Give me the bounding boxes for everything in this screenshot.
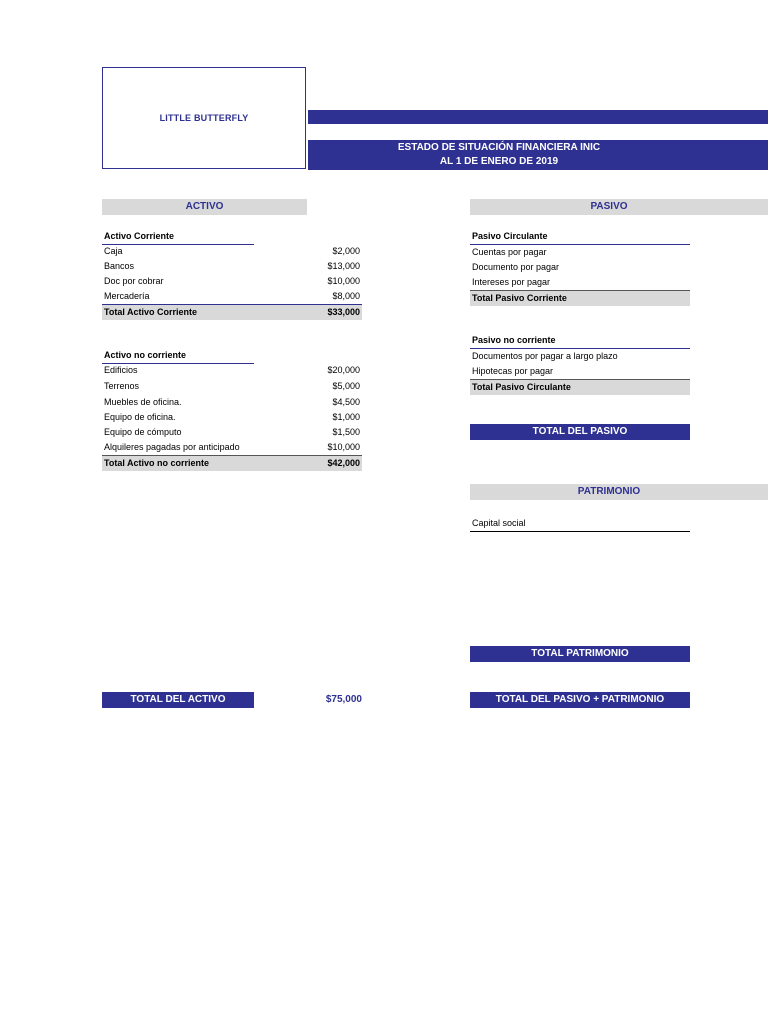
row-label: Capital social: [472, 518, 526, 528]
row-value: $13,000: [327, 261, 360, 271]
table-row: [470, 364, 690, 379]
pasivo-no-corriente-total-row: [470, 379, 690, 395]
patrimonio-header-label: PATRIMONIO: [577, 486, 641, 497]
row-label: Total Pasivo Circulante: [472, 382, 571, 392]
total-activo-label: TOTAL DEL ACTIVO: [102, 692, 254, 708]
row-value: $4,500: [332, 397, 360, 407]
row-label: Total Activo Corriente: [104, 307, 198, 317]
row-label: Alquileres pagadas por anticipado: [104, 442, 240, 452]
table-row: [102, 289, 362, 304]
row-value: $10,000: [327, 276, 360, 286]
row-label: Equipo de cómputo: [104, 427, 182, 437]
table-row: [470, 260, 690, 275]
table-row: [102, 410, 362, 425]
row-value: $2,000: [332, 246, 360, 256]
row-label: Bancos: [104, 261, 135, 271]
header-bar-top: [308, 110, 768, 124]
total-pasivo-label: TOTAL DEL PASIVO: [470, 424, 690, 440]
row-label: Documentos por pagar a largo plazo: [472, 351, 618, 361]
table-row: [102, 378, 362, 394]
row-value: $20,000: [327, 365, 360, 375]
row-value: $5,000: [332, 381, 360, 391]
pasivo-header-label: PASIVO: [590, 201, 628, 212]
activo-no-corriente-total-row: [102, 455, 362, 471]
table-row: [470, 516, 690, 532]
row-label: Doc por cobrar: [104, 276, 164, 286]
pasivo-corriente-total-row: [470, 290, 690, 306]
pasivo-no-corriente-section: [470, 333, 690, 395]
activo-corriente-total-row: [102, 304, 362, 320]
row-label: Edificios: [104, 365, 138, 375]
table-row: [470, 275, 690, 290]
header-bar-title: [308, 140, 768, 170]
row-value: $1,000: [332, 412, 360, 422]
statement-title: ESTADO DE SITUACIÓN FINANCIERA INIC: [397, 142, 601, 153]
pasivo-circulante-title-row: [470, 229, 690, 245]
activo-no-corriente-title: Activo no corriente: [102, 348, 254, 364]
activo-no-corriente-title-row: [102, 348, 362, 363]
row-label: Muebles de oficina.: [104, 397, 182, 407]
row-label: Terrenos: [104, 381, 140, 391]
table-row: [470, 245, 690, 260]
table-row: [102, 425, 362, 440]
row-label: Total Pasivo Corriente: [472, 293, 567, 303]
total-patrimonio-label: TOTAL PATRIMONIO: [470, 646, 690, 662]
row-value: $42,000: [327, 458, 360, 468]
row-label: Equipo de oficina.: [104, 412, 176, 422]
activo-corriente-title-row: [102, 229, 362, 244]
table-row: [102, 259, 362, 274]
activo-no-corriente-section: [102, 348, 362, 471]
row-label: Intereses por pagar: [472, 277, 551, 287]
row-value: $8,000: [332, 291, 360, 301]
activo-corriente-section: [102, 229, 362, 320]
table-row: [102, 244, 362, 259]
total-activo-value: $75,000: [325, 694, 362, 705]
table-row: [102, 274, 362, 289]
row-label: Hipotecas por pagar: [472, 366, 554, 376]
activo-corriente-title: Activo Corriente: [102, 229, 254, 245]
pasivo-no-corriente-title-row: [470, 333, 690, 349]
row-label: Caja: [104, 246, 123, 256]
pasivo-no-corriente-title: Pasivo no corriente: [472, 335, 556, 345]
pasivo-circulante-title: Pasivo Circulante: [472, 231, 548, 241]
company-logo-box: [102, 67, 306, 169]
row-value: $33,000: [327, 307, 360, 317]
total-pasivo-patrimonio-label: TOTAL DEL PASIVO + PATRIMONIO: [470, 692, 690, 708]
table-row: [102, 363, 362, 378]
statement-date: AL 1 DE ENERO DE 2019: [439, 156, 559, 167]
table-row: [470, 349, 690, 364]
row-value: $1,500: [332, 427, 360, 437]
company-name: LITTLE BUTTERFLY: [159, 113, 249, 123]
patrimonio-header: [470, 484, 768, 500]
patrimonio-section: [470, 516, 690, 532]
row-value: $10,000: [327, 442, 360, 452]
row-label: Cuentas por pagar: [472, 247, 547, 257]
row-label: Mercadería: [104, 291, 150, 301]
row-label: Total Activo no corriente: [104, 458, 210, 468]
row-label: Documento por pagar: [472, 262, 560, 272]
activo-header: ACTIVO: [102, 199, 307, 215]
pasivo-header: [470, 199, 768, 215]
table-row: [102, 440, 362, 455]
pasivo-circulante-section: [470, 229, 690, 306]
table-row: [102, 394, 362, 410]
